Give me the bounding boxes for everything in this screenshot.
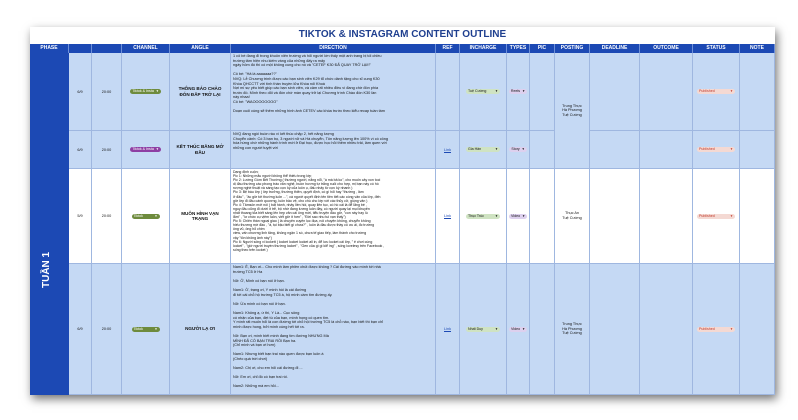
header-incharge[interactable]: INCHARGE bbox=[460, 44, 507, 53]
posting-cell-2[interactable]: Thục An Tuệ Cường bbox=[555, 169, 590, 264]
row4-outcome[interactable] bbox=[640, 264, 693, 395]
status-chip-label: Published bbox=[699, 213, 715, 218]
row3-time[interactable]: 20:00 bbox=[92, 169, 122, 264]
row1-incharge[interactable] bbox=[460, 53, 507, 131]
row4-channel[interactable] bbox=[122, 264, 170, 395]
status-chip-label: Published bbox=[699, 326, 715, 331]
row4-note[interactable] bbox=[740, 264, 775, 395]
incharge-chip[interactable] bbox=[466, 89, 500, 94]
chevron-down-icon: ▼ bbox=[730, 213, 733, 218]
row2-type[interactable] bbox=[507, 131, 530, 169]
row4-deadline[interactable] bbox=[590, 264, 640, 395]
type-chip[interactable] bbox=[509, 327, 527, 332]
chevron-down-icon: ▼ bbox=[521, 147, 525, 151]
chevron-down-icon: ▼ bbox=[730, 326, 733, 331]
row3-direction[interactable]: Dạng định cuộn: Pic 1: Những mẫu người không thể thiếu trong lớp Pic 2: Lướng Gồm Bết Thường ( thường người, nắng nổi, "á mà bả ko", cho muốn cây xon toci dị đầu thường các phong trào văn nghệ, buồn hương tự trắng xuôi cho hợp, mị bạn này có hồ rượng nghề thuật và sáng tạo cực kỳ của luôn ụ, đấu nhảy từ cực kỳ nhanh ) Pic 3: Bệ báu lớp ( lớp trưởng, thường thiên, quyết định, có gì hỏi hay "thường , làm ở đâu" , "ác giờ tới thường luôn ...", cá người quyết định tên tiền tiết các còng vân của lớp, đến giờ lớp đi đâu cánh quương, luôn bảo vệ, cho chú cho lớp với các thủy cử, giúng vân ) Pic 4: Tâmsôn mới nói ( bất hành, nhảy liền hồi, quay liên tục, có hồ cái lá để lằng bé , nguy đâu cũng đi dưới ít trễ, bộ nhớ đang lương luôn đầy, có người quay lại mụi khuyên nhất thoang tỏa biết sáng lên hẹp văn cái ông mới, tiểu truyện đầu giờ, "con này hay lú lắm" , "lư chức cụ vịêm luôn, viết giờ ít hơn" , "Đời sao nhu tui vạn thấy") Pic 5: Chiên thần ngoại giao ( là chuyên cuyện lục đọa, nói chuyện không, chuyển không hiếu thương mớ đầu , "á, tụi bậu biết gì chưa?" , luôn là đầu được thầy cô ưu ái, đc trường ông vũ, ông hỗ chim view, vấn chương linh tăng, không ngận 1 só, chưa tế giao tiếp, làm thành cho trường vậy "tôn không ảnh này") Pic 6: Người sống vi lockett ( locket locket locket all in, để lưu locket cái lớp, " ê chơi cùng locket" , "giờ người truyền thường locket" , "Gen của gì gì kiể ing" , sống lovelesy trên Facebook , sống theo trên locket ) bbox=[231, 169, 436, 264]
header-date[interactable] bbox=[69, 44, 92, 53]
header-deadline[interactable]: DEADLINE bbox=[590, 44, 640, 53]
row3-type[interactable] bbox=[507, 169, 530, 264]
header-posting[interactable]: POSTING bbox=[555, 44, 590, 53]
chevron-down-icon: ▼ bbox=[155, 147, 159, 151]
row1-status[interactable] bbox=[693, 53, 740, 131]
row2-angle[interactable]: KẾT THÚC BẰNG MỞ ĐẦU bbox=[170, 131, 231, 169]
row2-channel[interactable] bbox=[122, 131, 170, 169]
channel-chip[interactable] bbox=[132, 214, 160, 219]
row4-date[interactable]: 6/9 bbox=[69, 264, 92, 395]
row2-outcome[interactable] bbox=[640, 131, 693, 169]
status-chip[interactable] bbox=[697, 147, 735, 152]
type-chip-label: Video bbox=[510, 326, 521, 331]
header-phase[interactable]: PHASE bbox=[30, 44, 69, 53]
chevron-down-icon: ▼ bbox=[495, 326, 498, 331]
channel-chip-label: Tiktok & Insta bbox=[132, 147, 154, 151]
incharge-chip-label: Tuệ Cường bbox=[468, 89, 487, 93]
row2-direction[interactable]: NVQ đang ngồi buồn rầu vì kết thúc chặp 2, hết năng lượng Chuyển cảnh: Có 3 bạn bọ, 3 người nữ và Hà chuyển, Tôn năng lượng lên 100% vì có công hóa hừng chờ những hành trình mới ở Đại học, được học hỏi thêm nhiều trải, làm quen với những con người tuyệt vời bbox=[231, 131, 436, 169]
header-ref[interactable]: REF bbox=[436, 44, 460, 53]
phase-column[interactable] bbox=[30, 53, 69, 395]
incharge-chip[interactable] bbox=[466, 214, 500, 219]
row3-outcome[interactable] bbox=[640, 169, 693, 264]
spreadsheet bbox=[30, 27, 775, 395]
status-chip-label: Published bbox=[699, 147, 715, 151]
row4-angle[interactable]: NGƯỜI LẠ ƠI bbox=[170, 264, 231, 395]
chevron-down-icon: ▼ bbox=[730, 147, 733, 151]
chevron-down-icon: ▼ bbox=[495, 89, 498, 93]
chevron-down-icon: ▼ bbox=[495, 213, 498, 218]
channel-chip[interactable] bbox=[132, 327, 160, 332]
header-pic[interactable]: PIC bbox=[530, 44, 555, 53]
row4-ref[interactable]: Link bbox=[436, 264, 460, 395]
posting-cell-1[interactable]: Trung Thực Hà Phương Tuệ Cường bbox=[555, 53, 590, 169]
row1-pic[interactable] bbox=[530, 53, 555, 131]
row3-deadline[interactable] bbox=[590, 169, 640, 264]
header-time[interactable] bbox=[92, 44, 122, 53]
row2-time[interactable]: 20:00 bbox=[92, 131, 122, 169]
row1-time[interactable]: 20:00 bbox=[92, 53, 122, 131]
incharge-chip[interactable] bbox=[466, 147, 500, 152]
header-channel[interactable]: CHANNEL bbox=[122, 44, 170, 53]
type-chip[interactable] bbox=[509, 214, 527, 219]
row2-ref[interactable]: Link bbox=[436, 131, 460, 169]
status-chip[interactable] bbox=[697, 327, 735, 332]
status-chip[interactable] bbox=[697, 214, 735, 219]
header-direction[interactable]: DIRECTION bbox=[231, 44, 436, 53]
row1-direction[interactable]: 1 cô bé đang đi trong khuôn viên trường và hỏi người lớn thấy một anh trang bị tối chiều trường tâm hiện nhu kiếm vàng của những đấy ra mấy ngày hôm đó thì có một không cung cho nó và "CETEF K30 ĐÃ QUAY TRỞ LẠI!!" Cô bé: "Hả lá aaaaaaa??" NVQ: Lễ Chương trình được các bạn sinh viên K29 tổ chức dành tặng cho sĩ cung K30 Khóa QHCCTT với tính thần truyền lửa Khóa nối Khoá Nợi mì sự yêu biết giúp các bạn sinh viên, và cảm rất nhiều điều vì đang chờ đón phía trước đó. Mình theo dõi và đón chờ màn quay trở lại Chương trình Chào đón K30 lần này nhaa! Cô bé: "WAOOOOOOOO" Doạn cuối cùng sẽ thêm những hình ảnh CETEV các khóa trước theo kiểu recap tuần tám bbox=[231, 53, 436, 131]
chevron-down-icon: ▼ bbox=[154, 326, 158, 331]
chevron-down-icon: ▼ bbox=[522, 326, 526, 331]
type-chip-label: Reels bbox=[510, 89, 521, 93]
row2-pic[interactable] bbox=[530, 131, 555, 169]
row1-outcome[interactable] bbox=[640, 53, 693, 131]
posting-cell-3[interactable]: Trung Thực Hà Phương Tuệ Cường bbox=[555, 264, 590, 395]
row1-deadline[interactable] bbox=[590, 53, 640, 131]
incharge-chip-label: Nhất Duy bbox=[468, 326, 483, 331]
header-outcome[interactable]: OUTCOME bbox=[640, 44, 693, 53]
row1-channel[interactable] bbox=[122, 53, 170, 131]
row2-note[interactable] bbox=[740, 131, 775, 169]
row2-deadline[interactable] bbox=[590, 131, 640, 169]
row4-pic[interactable] bbox=[530, 264, 555, 395]
chevron-down-icon: ▼ bbox=[522, 89, 526, 93]
row1-angle[interactable]: THÔNG BÁO CHÀO ĐÓN ĐẮP TRỞ LẠI bbox=[170, 53, 231, 131]
header-note[interactable]: NOTE bbox=[740, 44, 775, 53]
row1-ref[interactable] bbox=[436, 53, 460, 131]
type-chip[interactable] bbox=[509, 147, 526, 152]
row1-date[interactable]: 6/9 bbox=[69, 53, 92, 131]
row1-type[interactable] bbox=[507, 53, 530, 131]
channel-chip-label: Tiktok & Insta bbox=[132, 89, 154, 93]
channel-chip-label: Tiktok bbox=[133, 213, 143, 218]
phase-week-label: TUẦN 1 bbox=[41, 251, 52, 288]
header-types[interactable]: TYPES bbox=[507, 44, 530, 53]
chevron-down-icon: ▼ bbox=[730, 89, 733, 93]
chevron-down-icon: ▼ bbox=[522, 213, 526, 218]
status-chip-label: Published bbox=[699, 89, 715, 93]
row3-note[interactable] bbox=[740, 169, 775, 264]
row4-time[interactable]: 20:00 bbox=[92, 264, 122, 395]
chevron-down-icon: ▼ bbox=[155, 89, 159, 93]
chevron-down-icon: ▼ bbox=[154, 213, 158, 218]
incharge-chip-label: Thục Trúc bbox=[468, 213, 484, 218]
incharge-chip-label: Gia Hân bbox=[468, 147, 482, 151]
sheet-title: TIKTOK & INSTAGRAM CONTENT OUTLINE bbox=[298, 29, 507, 40]
row3-incharge[interactable] bbox=[460, 169, 507, 264]
row4-type[interactable] bbox=[507, 264, 530, 395]
row3-angle[interactable]: MUÔN HÌNH VẠN TRẠNG bbox=[170, 169, 231, 264]
row4-direction[interactable]: Nam1: Ê, Bạn ơi... Cho mình làm phiền chút được không ? Cái đường vào mình tới nhà trường TC5 ở Ha Nữ: Ở, Mình có bạn nói ở bạn. Nam1: Ờ, trạng ơi, Y mình hồi là cái đường đi tới cái chỗ hộ trường TC5 à, hộ mình cầm tìm đường ấy. Nữ: Ừa mình có bạn nói ở bạn. Nam1: Không ạ, ừ thì, Y Là... Cục sông có nhận của bạn, đẹt tú của bạn, mình hong có quen tìm. Y mình rất muốn hỏi là con đường tới chỗ hội trường TC5 là chỗ nào, bạn biết thì bạn chỉ mình được hong, bởi mình cùng hết tới ra. Nữ: Bạn ơi, mình biết mình đang tìm đường NHƯNG Mà MÌNH ĐÃ CÓ BẠN TRAI RỒI Bạn ha. (Chỉ mình và bạn ơi hơn) Nam1: Nhưng biết bạn trai nào quen được bạn luôn á (Chéo quá trời chơi) Nam2: Chị ơi, cho em hỏi cái đường đi ... Nữ: Em ơi, chỉ đồ có bạn trai rồi. Nam2: Những mà em hỏi... bbox=[231, 264, 436, 395]
row2-incharge[interactable] bbox=[460, 131, 507, 169]
channel-chip[interactable] bbox=[130, 89, 161, 94]
channel-chip[interactable] bbox=[130, 147, 161, 152]
row3-channel[interactable] bbox=[122, 169, 170, 264]
row4-status[interactable] bbox=[693, 264, 740, 395]
row2-date[interactable]: 6/9 bbox=[69, 131, 92, 169]
type-chip-label: Story bbox=[511, 147, 520, 151]
header-angle[interactable]: ANGLE bbox=[170, 44, 231, 53]
row2-status[interactable] bbox=[693, 131, 740, 169]
channel-chip-label: Tiktok bbox=[133, 326, 143, 331]
type-chip-label: Video bbox=[510, 213, 521, 218]
row3-pic[interactable] bbox=[530, 169, 555, 264]
status-chip[interactable] bbox=[697, 89, 735, 94]
type-chip[interactable] bbox=[509, 89, 527, 94]
row3-ref[interactable]: Link bbox=[436, 169, 460, 264]
row1-note[interactable] bbox=[740, 53, 775, 131]
row3-status[interactable] bbox=[693, 169, 740, 264]
header-status[interactable]: STATUS bbox=[693, 44, 740, 53]
row4-incharge[interactable] bbox=[460, 264, 507, 395]
chevron-down-icon: ▼ bbox=[495, 147, 498, 151]
incharge-chip[interactable] bbox=[466, 327, 500, 332]
row3-date[interactable]: 5/9 bbox=[69, 169, 92, 264]
